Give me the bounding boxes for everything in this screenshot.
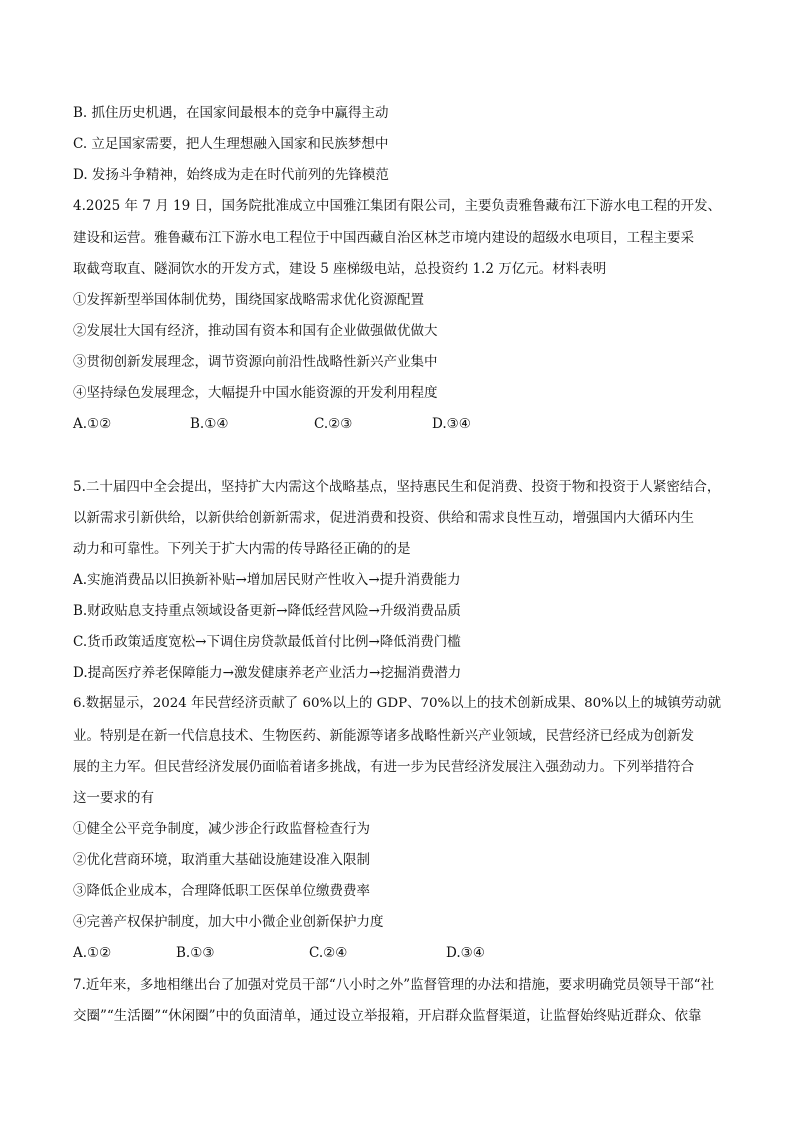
- q6-statement-1: ①健全公平竞争制度，减少涉企行政监督检查行为: [73, 821, 370, 837]
- q5-stem-line-3: 动力和可靠性。下列关于扩大内需的传导路径正确的的是: [73, 541, 411, 557]
- q4-stem-line-3: 取截弯取直、隧洞饮水的开发方式，建设 5 座梯级电站，总投资约 1.2 万亿元。材料表明: [73, 261, 607, 277]
- q4-option-c: C.②③: [314, 416, 353, 432]
- q6-option-b: B.①③: [176, 945, 215, 961]
- q5-option-a: A.实施消费品以旧换新补贴→增加居民财产性收入→提升消费能力: [73, 572, 461, 588]
- q6-statement-3: ③降低企业成本，合理降低职工医保单位缴费费率: [73, 883, 370, 899]
- q3-option-c: C. 立足国家需要，把人生理想融入国家和民族梦想中: [73, 136, 389, 152]
- q4-statement-4: ④坚持绿色发展理念，大幅提升中国水能资源的开发利用程度: [73, 385, 438, 401]
- q5-option-d: D.提高医疗养老保障能力→激发健康养老产业活力→挖掘消费潜力: [73, 665, 462, 681]
- q3-option-d: D. 发扬斗争精神，始终成为走在时代前列的先锋模范: [73, 167, 389, 183]
- q6-option-d: D.③④: [446, 945, 485, 961]
- q6-stem-line-3: 展的主力军。但民营经济发展仍面临着诸多挑战，有进一步为民营经济发展注入强劲动力。下列举措符合: [73, 759, 694, 775]
- q3-option-b: B. 抓住历史机遇，在国家间最根本的竞争中赢得主动: [73, 105, 389, 121]
- q4-stem-line-2: 建设和运营。雅鲁藏布江下游水电工程位于中国西藏自治区林芝市境内建设的超级水电项目，工程主要采: [73, 230, 694, 246]
- q4-statement-1: ①发挥新型举国体制优势，围绕国家战略需求优化资源配置: [73, 292, 424, 308]
- q4-statement-3: ③贯彻创新发展理念，调节资源向前沿性战略性新兴产业集中: [73, 354, 438, 370]
- q7-stem-line-2: 交圈”“生活圈”“休闲圈”中的负面清单，通过设立举报箱，开启群众监督渠道，让监督始终贴近群众、依靠: [73, 1008, 702, 1024]
- q5-option-c: C.货币政策适度宽松→下调住房贷款最低首付比例→降低消费门槛: [73, 634, 461, 650]
- q6-option-c: C.②④: [309, 945, 348, 961]
- q6-option-a: A.①②: [73, 945, 112, 961]
- q4-option-d: D.③④: [432, 416, 471, 432]
- q6-stem-line-2: 业。特别是在新一代信息技术、生物医药、新能源等诸多战略性新兴产业领域，民营经济已经成为创新发: [73, 728, 694, 744]
- q4-option-b: B.①④: [190, 416, 229, 432]
- q5-stem-line-1: 5.二十届四中全会提出，坚持扩大内需这个战略基点，坚持惠民生和促消费、投资于物和投资于人紧密结合，: [73, 479, 721, 495]
- q6-stem-line-4: 这一要求的有: [73, 790, 154, 806]
- q4-statement-2: ②发展壮大国有经济，推动国有资本和国有企业做强做优做大: [73, 323, 438, 339]
- q5-stem-line-2: 以新需求引新供给，以新供给创新新需求，促进消费和投资、供给和需求良性互动，增强国内大循环内生: [73, 510, 694, 526]
- q7-stem-line-1: 7.近年来，多地相继出台了加强对党员干部“八小时之外”监督管理的办法和措施，要求明确党员领导干部“社: [73, 977, 715, 993]
- q4-stem-line-1: 4.2025 年 7 月 19 日，国务院批准成立中国雅江集团有限公司，主要负责雅鲁藏布江下游水电工程的开发、: [73, 198, 721, 214]
- q5-option-b: B.财政贴息支持重点领域设备更新→降低经营风险→升级消费品质: [73, 603, 461, 619]
- q6-statement-4: ④完善产权保护制度，加大中小微企业创新保护力度: [73, 914, 384, 930]
- q6-statement-2: ②优化营商环境，取消重大基础设施建设准入限制: [73, 852, 370, 868]
- q6-stem-line-1: 6.数据显示，2024 年民营经济贡献了 60%以上的 GDP、70%以上的技术创新成果、80%以上的城镇劳动就: [73, 696, 722, 711]
- q4-option-a: A.①②: [73, 416, 112, 432]
